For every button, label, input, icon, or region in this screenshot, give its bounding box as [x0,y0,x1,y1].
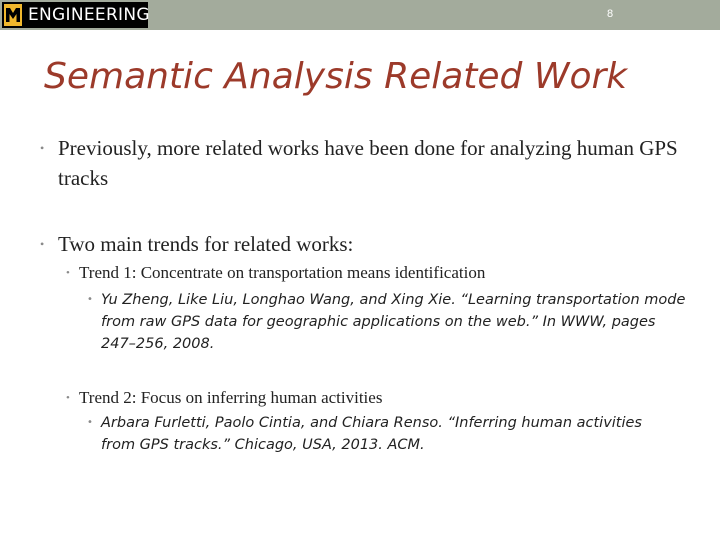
reference-trend-1 [87,289,691,355]
bullet-marker: • [87,294,93,305]
bullet-text: Previously, more related works have been done for analyzing human GPS tracks [58,136,678,190]
trend-text: Trend 1: Concentrate on transportation means identification [79,263,486,282]
bullet-text: Two main trends for related works: [58,232,354,256]
bullet-marker: • [87,417,93,428]
reference-trend-2 [87,412,661,456]
sub-bullet-trend-1 [66,261,679,285]
trend-text: Trend 2: Focus on inferring human activities [79,388,383,407]
logo-text: ENGINEERING [28,5,150,25]
reference-text: Arbara Furletti, Paolo Cintia, and Chiara Renso. “Inferring human activities from GPS tracks.” Chicago, USA, 2013. ACM. [101,415,642,453]
university-shield-icon [4,4,22,26]
bullet-previous-work [40,133,678,193]
bullet-marker: • [66,392,70,404]
bullet-two-trends [40,229,678,259]
slide-number: 8 [606,8,614,20]
slide-title: Semantic Analysis Related Work [44,56,628,97]
sub-bullet-trend-2 [66,386,679,410]
bullet-marker: • [40,141,45,155]
reference-text: Yu Zheng, Like Liu, Longhao Wang, and Xing Xie. “Learning transportation mode from raw GPS data for geographic applications on the web.” In WWW, pages 247–256, 2008. [101,292,686,352]
bullet-marker: • [40,237,45,251]
bullet-marker: • [66,267,70,279]
header-bar [0,0,720,30]
engineering-logo [2,2,148,28]
